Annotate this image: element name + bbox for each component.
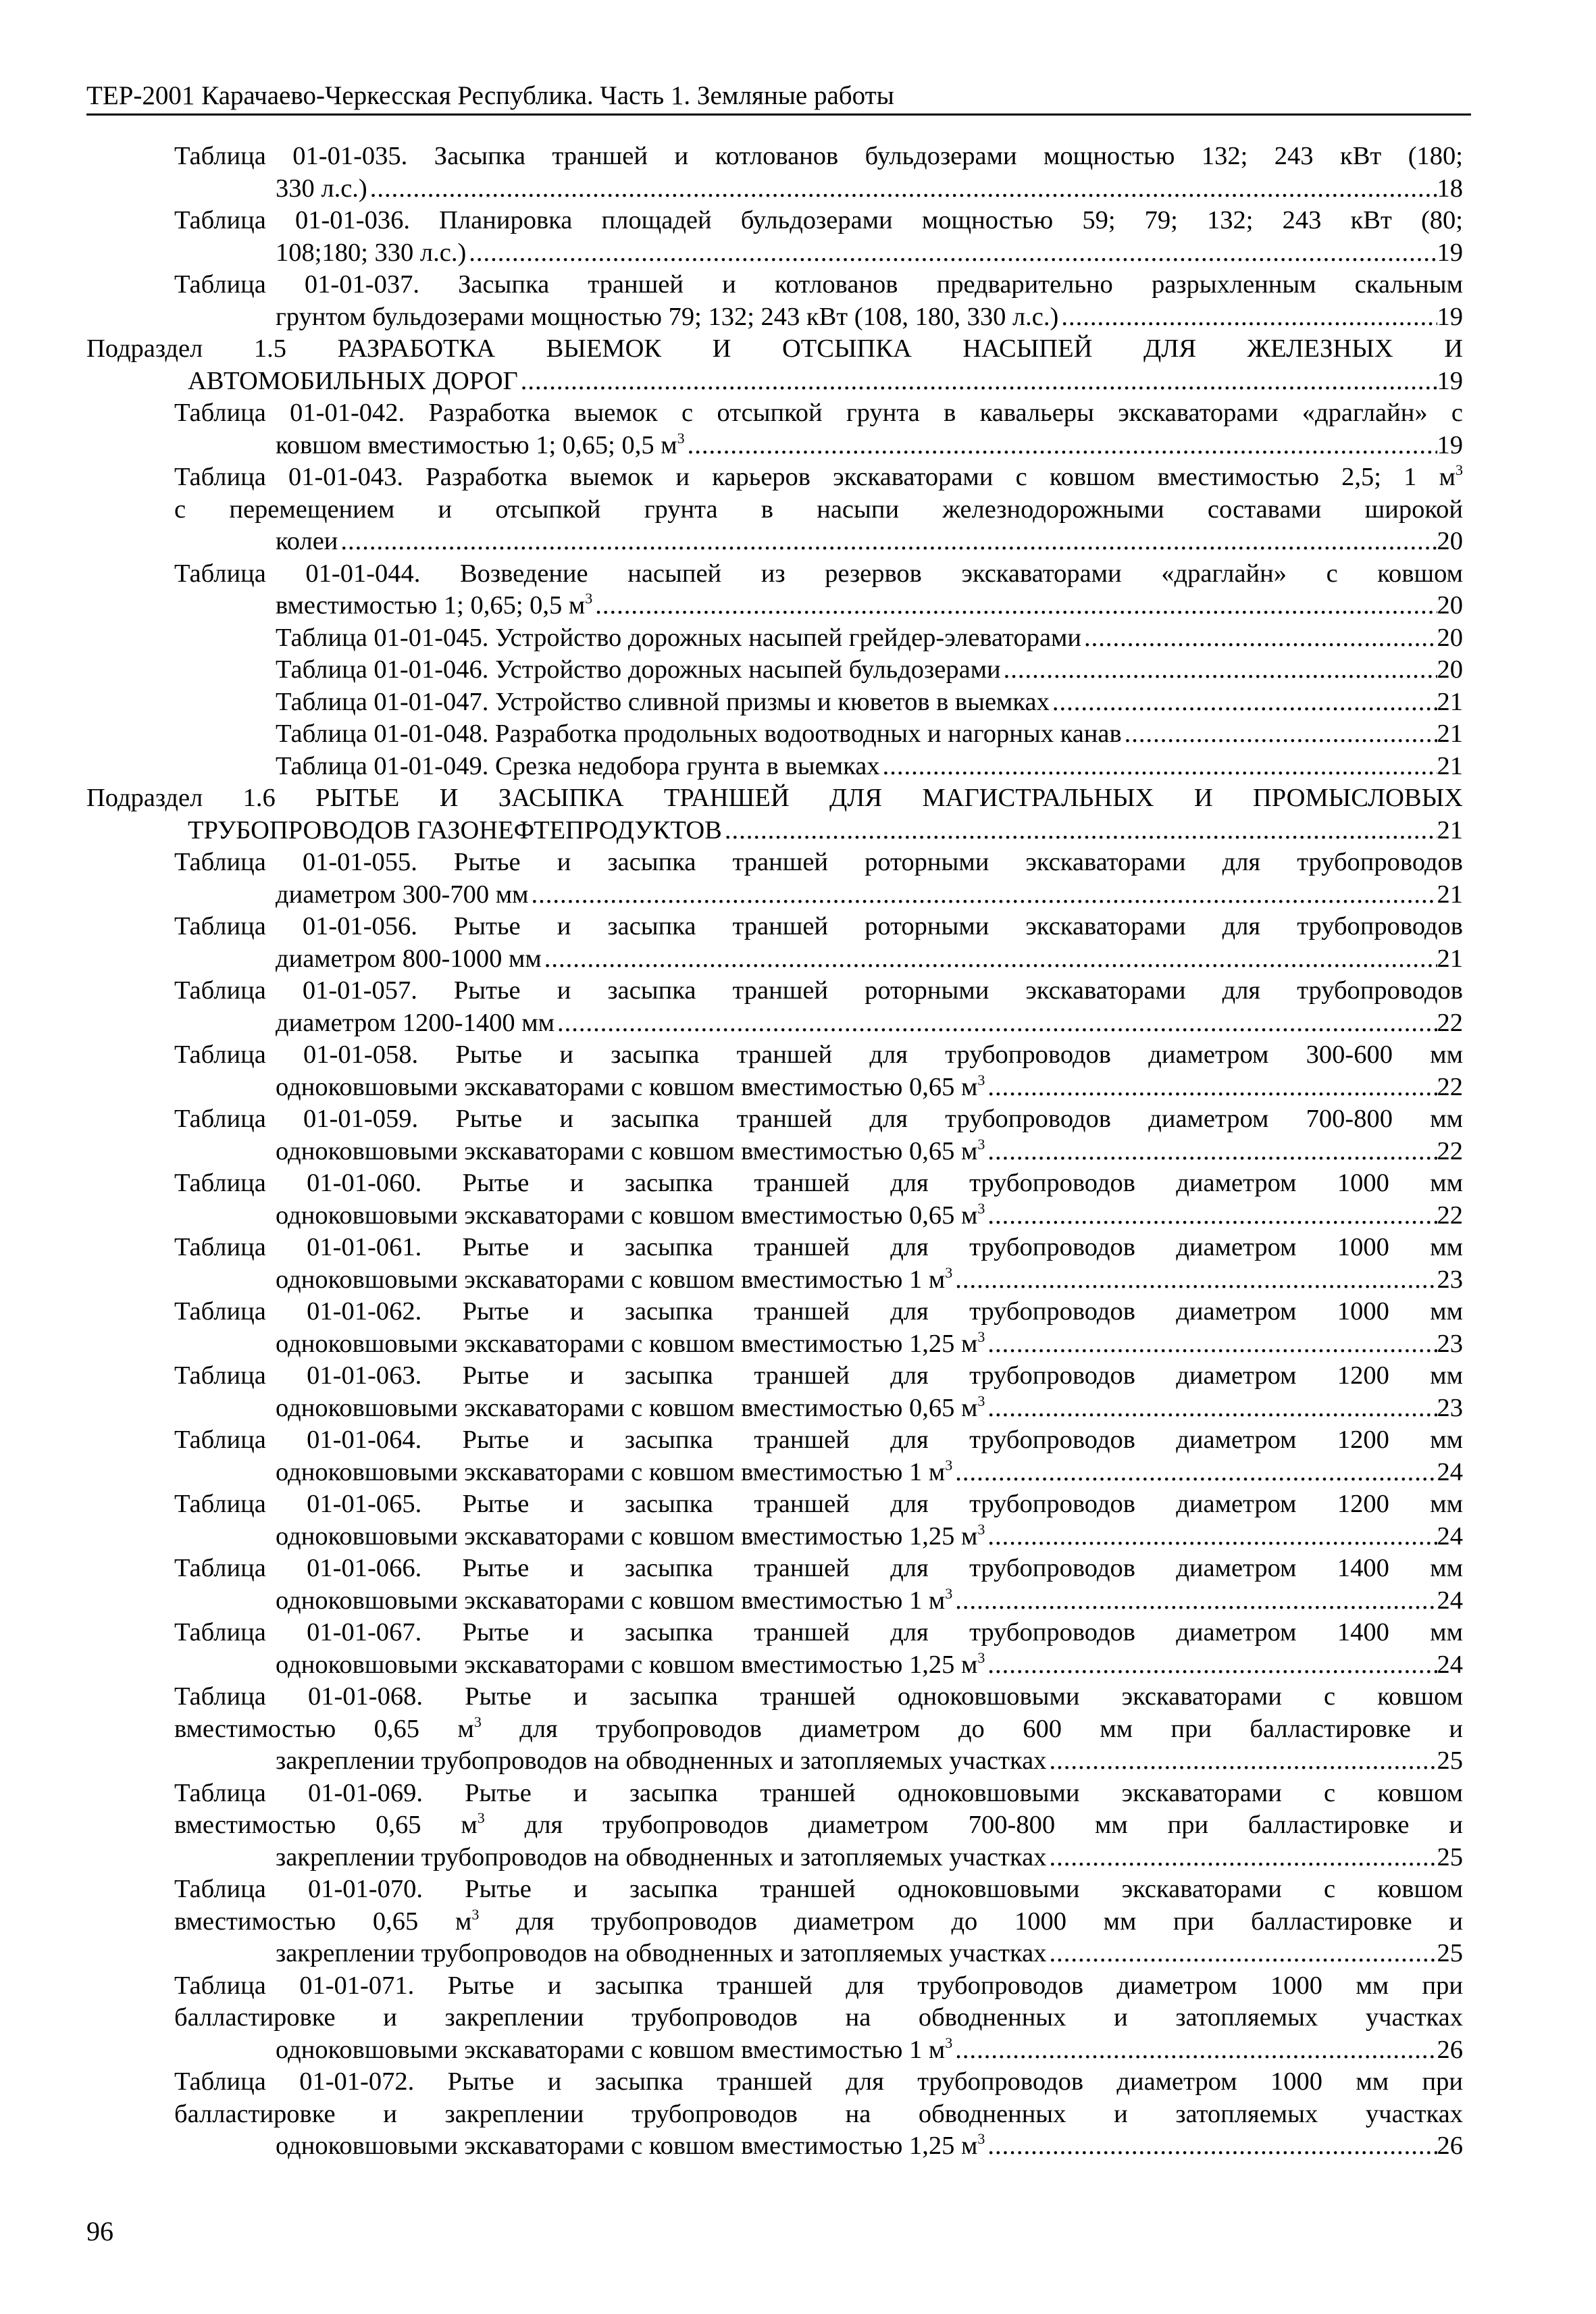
toc-entry-line: Таблица 01-01-058. Рытье и засыпка траншей для трубопроводов диаметром 300-600 мм xyxy=(174,1040,1463,1069)
toc-entry-last-line xyxy=(276,1521,1463,1553)
dot-leader xyxy=(985,1521,1437,1553)
toc-entry-last-line xyxy=(188,366,1463,398)
toc-entry-last-line xyxy=(276,654,1463,686)
dot-leader xyxy=(685,430,1437,462)
toc-entry-last-line xyxy=(276,751,1463,783)
toc-entry xyxy=(86,2066,1463,2163)
toc-page-ref: 19 xyxy=(1437,238,1463,267)
toc-entry-last-line xyxy=(276,1007,1463,1040)
toc-entry xyxy=(86,461,1463,558)
toc-entry-text: 108;180; 330 л.с.) xyxy=(276,238,467,267)
toc-entry xyxy=(86,397,1463,461)
toc-entry-line: вместимостью 0,65 $м^3$ для трубопроводов диаметром до 600 мм при балластировке и xyxy=(174,1713,1463,1743)
toc-entry-line: Таблица 01-01-068. Рытье и засыпка траншей одноковшовыми экскаваторами с ковшом xyxy=(174,1682,1463,1711)
toc-entry-text: диаметром 1200-1400 мм xyxy=(276,1008,555,1037)
toc-entry-line: Таблица 01-01-063. Рытье и засыпка траншей для трубопроводов диаметром 1200 мм xyxy=(174,1361,1463,1390)
toc-entry-line: Таблица 01-01-037. Засыпка траншей и котлованов предварительно разрыхленным скальным xyxy=(174,270,1463,299)
toc-entry xyxy=(86,1424,1463,1488)
toc-entry xyxy=(86,141,1463,205)
toc-page-ref: 19 xyxy=(1437,430,1463,459)
toc-entry-last-line xyxy=(276,1745,1463,1778)
toc-entry-text: закреплении трубопроводов на обводненных и затопляемых участках xyxy=(276,1939,1047,1967)
toc-entry xyxy=(86,847,1463,911)
dot-leader xyxy=(985,1200,1437,1232)
dot-leader xyxy=(555,1007,1437,1040)
dot-leader xyxy=(952,1585,1437,1617)
dot-leader xyxy=(985,1136,1437,1168)
toc-entry-text: одноковшовыми экскаваторами с ковшом вместимостью 0,65 $м^3$ xyxy=(276,1199,985,1230)
toc-entry xyxy=(86,1296,1463,1360)
toc-page-ref: 20 xyxy=(1437,623,1463,652)
toc-entry-line: Таблица 01-01-070. Рытье и засыпка траншей одноковшовыми экскаваторами с ковшом xyxy=(174,1875,1463,1903)
toc-entry-line: Таблица 01-01-066. Рытье и засыпка траншей для трубопроводов диаметром 1400 мм xyxy=(174,1554,1463,1582)
toc-entry-last-line xyxy=(276,1842,1463,1874)
toc-page-ref: 19 xyxy=(1437,366,1463,395)
toc-entry-line: Таблица 01-01-042. Разработка выемок с отсыпкой грунта в кавальеры экскаваторами «драглайн» с xyxy=(174,399,1463,427)
toc-entry-text: Таблица 01-01-048. Разработка продольных водоотводных и нагорных канав xyxy=(276,720,1122,748)
toc-entry-last-line xyxy=(276,2034,1463,2067)
toc-entry-last-line xyxy=(276,718,1463,751)
dot-leader xyxy=(518,366,1437,398)
dot-leader xyxy=(952,1264,1437,1297)
dot-leader xyxy=(1046,1938,1437,1970)
toc-entry-last-line xyxy=(276,879,1463,911)
dot-leader xyxy=(1081,622,1437,655)
dot-leader xyxy=(367,173,1437,205)
toc-entry-last-line xyxy=(276,1264,1463,1297)
toc-entry xyxy=(86,1970,1463,2067)
toc-entry-line: Таблица 01-01-056. Рытье и засыпка траншей роторными экскаваторами для трубопроводов xyxy=(174,912,1463,940)
toc-entry xyxy=(86,1778,1463,1874)
toc-entry-line: балластировке и закреплении трубопроводов на обводненных и затопляемых участках xyxy=(174,2099,1463,2128)
toc-entry-line: с перемещением и отсыпкой грунта в насыпи железнодорожными составами широкой xyxy=(174,495,1463,524)
toc-page-ref: 24 xyxy=(1437,1457,1463,1486)
toc-entry-last-line xyxy=(276,686,1463,719)
toc-entry-line: Таблица 01-01-060. Рытье и засыпка траншей для трубопроводов диаметром 1000 мм xyxy=(174,1169,1463,1197)
toc-entry-line: Таблица 01-01-035. Засыпка траншей и котлованов бульдозерами мощностью 132; 243 кВт (180; xyxy=(174,142,1463,170)
toc-entry-text: ковшом вместимостью 1; 0,65; 0,5 $м^3$ xyxy=(276,429,685,459)
toc-entry-text: грунтом бульдозерами мощностью 79; 132; 243 кВт (108, 180, 330 л.с.) xyxy=(276,302,1059,331)
toc-entry-last-line xyxy=(276,1938,1463,1970)
toc-entry xyxy=(86,654,1463,686)
toc-entry xyxy=(86,718,1463,751)
toc-entry-last-line xyxy=(276,2130,1463,2163)
toc-entry-text: АВТОМОБИЛЬНЫХ ДОРОГ xyxy=(188,366,518,395)
dot-leader xyxy=(985,1328,1437,1361)
toc-page-ref: 24 xyxy=(1437,1586,1463,1615)
toc-entry-last-line xyxy=(276,1072,1463,1104)
toc-entry-text: Таблица 01-01-049. Срезка недобора грунта в выемках xyxy=(276,751,880,780)
dot-leader xyxy=(542,943,1437,976)
toc-entry-text: одноковшовыми экскаваторами с ковшом вместимостью 1,25 $м^3$ xyxy=(276,2130,985,2160)
toc-entry-line: Таблица 01-01-043. Разработка выемок и карьеров экскаваторами с ковшом вместимостью 2,5; 1 $м^3$ xyxy=(174,461,1463,491)
toc-entry-last-line xyxy=(276,1328,1463,1361)
toc-entry xyxy=(86,1617,1463,1681)
toc-entry-last-line xyxy=(276,430,1463,462)
toc-page-ref: 22 xyxy=(1437,1008,1463,1037)
toc-entry-text: Таблица 01-01-047. Устройство сливной призмы и кюветов в выемках xyxy=(276,687,1050,716)
toc-page-ref: 21 xyxy=(1437,880,1463,909)
toc-entry-line: Таблица 01-01-069. Рытье и засыпка траншей одноковшовыми экскаваторами с ковшом xyxy=(174,1778,1463,1807)
toc-page-ref: 19 xyxy=(1437,302,1463,331)
dot-leader xyxy=(985,1649,1437,1682)
toc-subsection xyxy=(86,782,1463,847)
toc-entry-text: закреплении трубопроводов на обводненных и затопляемых участках xyxy=(276,1842,1047,1871)
toc-entry xyxy=(86,1167,1463,1232)
toc-entry xyxy=(86,1553,1463,1617)
toc-entry-text: диаметром 800-1000 мм xyxy=(276,944,542,973)
toc-entry-last-line xyxy=(276,590,1463,622)
toc-entry-line: Таблица 01-01-071. Рытье и засыпка траншей для трубопроводов диаметром 1000 мм при xyxy=(174,1971,1463,2000)
dot-leader xyxy=(528,879,1437,911)
toc-entry-last-line xyxy=(276,1585,1463,1617)
toc-entry-line: вместимостью 0,65 $м^3$ для трубопроводов диаметром 700-800 мм при балластировке и xyxy=(174,1809,1463,1839)
toc-page-ref: 20 xyxy=(1437,527,1463,555)
dot-leader xyxy=(1058,301,1437,334)
toc-entry-last-line xyxy=(276,1649,1463,1682)
toc-entry-text: закреплении трубопроводов на обводненных и затопляемых участках xyxy=(276,1746,1047,1775)
dot-leader xyxy=(952,1457,1437,1489)
dot-leader xyxy=(1046,1842,1437,1874)
toc-entry xyxy=(86,622,1463,655)
toc-entry-text: одноковшовыми экскаваторами с ковшом вместимостью 0,65 $м^3$ xyxy=(276,1135,985,1165)
toc-page-ref: 20 xyxy=(1437,655,1463,684)
dot-leader xyxy=(985,1392,1437,1425)
toc-entry-last-line xyxy=(276,622,1463,655)
toc-entry-line: балластировке и закреплении трубопроводов на обводненных и затопляемых участках xyxy=(174,2003,1463,2032)
toc-entry-line: Подраздел 1.6 РЫТЬЕ И ЗАСЫПКА ТРАНШЕЙ ДЛЯ МАГИСТРАЛЬНЫХ И ПРОМЫСЛОВЫХ xyxy=(86,784,1463,812)
toc-entry-text: одноковшовыми экскаваторами с ковшом вместимостью 0,65 $м^3$ xyxy=(276,1071,985,1101)
toc-entry-line: Таблица 01-01-064. Рытье и засыпка траншей для трубопроводов диаметром 1200 мм xyxy=(174,1426,1463,1454)
toc-entry-line: Таблица 01-01-057. Рытье и засыпка траншей роторными экскаваторами для трубопроводов xyxy=(174,976,1463,1005)
toc-entry xyxy=(86,1681,1463,1778)
toc-page-ref: 21 xyxy=(1437,944,1463,973)
toc-entry-last-line xyxy=(276,237,1463,270)
toc-entry-text: Таблица 01-01-045. Устройство дорожных насыпей грейдер-элеваторами xyxy=(276,623,1082,652)
dot-leader xyxy=(1122,718,1437,751)
toc-entry xyxy=(86,205,1463,269)
toc-entry xyxy=(86,269,1463,333)
toc-entry-last-line xyxy=(276,1136,1463,1168)
toc-entry xyxy=(86,1103,1463,1167)
toc-page-ref: 22 xyxy=(1437,1136,1463,1165)
toc-page-ref: 25 xyxy=(1437,1842,1463,1871)
toc-entry-line: Таблица 01-01-062. Рытье и засыпка траншей для трубопроводов диаметром 1000 мм xyxy=(174,1297,1463,1326)
table-of-contents xyxy=(86,141,1463,2163)
toc-entry xyxy=(86,975,1463,1039)
toc-entry xyxy=(86,911,1463,975)
toc-entry-text: 330 л.с.) xyxy=(276,174,367,203)
toc-entry xyxy=(86,686,1463,719)
toc-page-ref: 23 xyxy=(1437,1329,1463,1358)
toc-entry-text: диаметром 300-700 мм xyxy=(276,880,529,909)
toc-entry-last-line xyxy=(188,815,1463,847)
toc-entry-text: одноковшовыми экскаваторами с ковшом вместимостью 1,25 $м^3$ xyxy=(276,1328,985,1358)
toc-entry xyxy=(86,1488,1463,1553)
toc-entry-text: вместимостью 1; 0,65; 0,5 $м^3$ xyxy=(276,590,593,620)
toc-entry-line: Таблица 01-01-065. Рытье и засыпка траншей для трубопроводов диаметром 1200 мм xyxy=(174,1490,1463,1518)
page-number: 96 xyxy=(86,2216,113,2246)
toc-subsection xyxy=(86,333,1463,397)
dot-leader xyxy=(338,526,1437,558)
toc-entry xyxy=(86,558,1463,622)
toc-entry-text: одноковшовыми экскаваторами с ковшом вместимостью 1 $м^3$ xyxy=(276,1584,953,1615)
dot-leader xyxy=(985,2130,1437,2163)
toc-entry-line: Таблица 01-01-061. Рытье и засыпка траншей для трубопроводов диаметром 1000 мм xyxy=(174,1233,1463,1261)
dot-leader xyxy=(722,815,1437,847)
toc-page-ref: 20 xyxy=(1437,591,1463,620)
toc-entry-text: одноковшовыми экскаваторами с ковшом вместимостью 1 $м^3$ xyxy=(276,1456,953,1486)
dot-leader xyxy=(1001,654,1437,686)
toc-page-ref: 21 xyxy=(1437,720,1463,748)
toc-entry-line: Подраздел 1.5 РАЗРАБОТКА ВЫЕМОК И ОТСЫПКА НАСЫПЕЙ ДЛЯ ЖЕЛЕЗНЫХ И xyxy=(86,334,1463,363)
toc-page-ref: 21 xyxy=(1437,815,1463,845)
toc-entry xyxy=(86,1039,1463,1103)
toc-entry-last-line xyxy=(276,173,1463,205)
toc-page-ref: 26 xyxy=(1437,2132,1463,2160)
toc-page-ref: 22 xyxy=(1437,1072,1463,1101)
toc-entry-line: Таблица 01-01-044. Возведение насыпей из резервов экскаваторами «драглайн» с ковшом xyxy=(174,559,1463,588)
toc-page-ref: 23 xyxy=(1437,1265,1463,1294)
toc-entry-last-line xyxy=(276,943,1463,976)
toc-entry xyxy=(86,1360,1463,1424)
toc-entry-line: Таблица 01-01-072. Рытье и засыпка траншей для трубопроводов диаметром 1000 мм при xyxy=(174,2067,1463,2096)
toc-page-ref: 18 xyxy=(1437,174,1463,203)
toc-entry-line: вместимостью 0,65 $м^3$ для трубопроводов диаметром до 1000 мм при балластировке и xyxy=(174,1905,1463,1936)
toc-entry-text: одноковшовыми экскаваторами с ковшом вместимостью 0,65 $м^3$ xyxy=(276,1392,985,1422)
dot-leader xyxy=(466,237,1437,270)
toc-entry-line: Таблица 01-01-036. Планировка площадей бульдозерами мощностью 59; 79; 132; 243 кВт (80; xyxy=(174,206,1463,234)
toc-entry-last-line xyxy=(276,526,1463,558)
toc-page-ref: 26 xyxy=(1437,2035,1463,2064)
toc-entry-text: одноковшовыми экскаваторами с ковшом вместимостью 1,25 $м^3$ xyxy=(276,1649,985,1679)
toc-entry-line: Таблица 01-01-055. Рытье и засыпка траншей роторными экскаваторами для трубопроводов xyxy=(174,848,1463,876)
toc-page-ref: 25 xyxy=(1437,1746,1463,1775)
toc-page-ref: 25 xyxy=(1437,1939,1463,1967)
toc-page-ref: 24 xyxy=(1437,1650,1463,1679)
toc-entry xyxy=(86,1873,1463,1970)
toc-entry-line: Таблица 01-01-059. Рытье и засыпка траншей для трубопроводов диаметром 700-800 мм xyxy=(174,1105,1463,1133)
toc-entry-line: Таблица 01-01-067. Рытье и засыпка траншей для трубопроводов диаметром 1400 мм xyxy=(174,1618,1463,1646)
toc-entry-text: одноковшовыми экскаваторами с ковшом вместимостью 1 $м^3$ xyxy=(276,1263,953,1294)
dot-leader xyxy=(592,590,1437,622)
toc-entry-last-line xyxy=(276,1392,1463,1425)
running-header: ТЕР-2001 Карачаево-Черкесская Республика. Часть 1. Земляные работы xyxy=(86,78,1471,116)
toc-entry-text: одноковшовыми экскаваторами с ковшом вместимостью 1,25 $м^3$ xyxy=(276,1520,985,1551)
dot-leader xyxy=(952,2034,1437,2067)
dot-leader xyxy=(985,1072,1437,1104)
toc-page-ref: 21 xyxy=(1437,751,1463,780)
toc-page-ref: 24 xyxy=(1437,1521,1463,1551)
toc-entry-last-line xyxy=(276,301,1463,334)
toc-entry-text: колеи xyxy=(276,527,338,555)
toc-entry xyxy=(86,751,1463,783)
toc-page-ref: 22 xyxy=(1437,1201,1463,1230)
toc-entry-last-line xyxy=(276,1457,1463,1489)
dot-leader xyxy=(880,751,1437,783)
dot-leader xyxy=(1050,686,1437,719)
toc-entry-text: ТРУБОПРОВОДОВ ГАЗОНЕФТЕПРОДУКТОВ xyxy=(188,815,722,845)
toc-page-ref: 23 xyxy=(1437,1393,1463,1422)
toc-entry-text: Таблица 01-01-046. Устройство дорожных насыпей бульдозерами xyxy=(276,655,1001,684)
toc-entry xyxy=(86,1232,1463,1296)
toc-page-ref: 21 xyxy=(1437,687,1463,716)
toc-entry-text: одноковшовыми экскаваторами с ковшом вместимостью 1 $м^3$ xyxy=(276,2034,953,2064)
toc-entry-last-line xyxy=(276,1200,1463,1232)
dot-leader xyxy=(1046,1745,1437,1778)
